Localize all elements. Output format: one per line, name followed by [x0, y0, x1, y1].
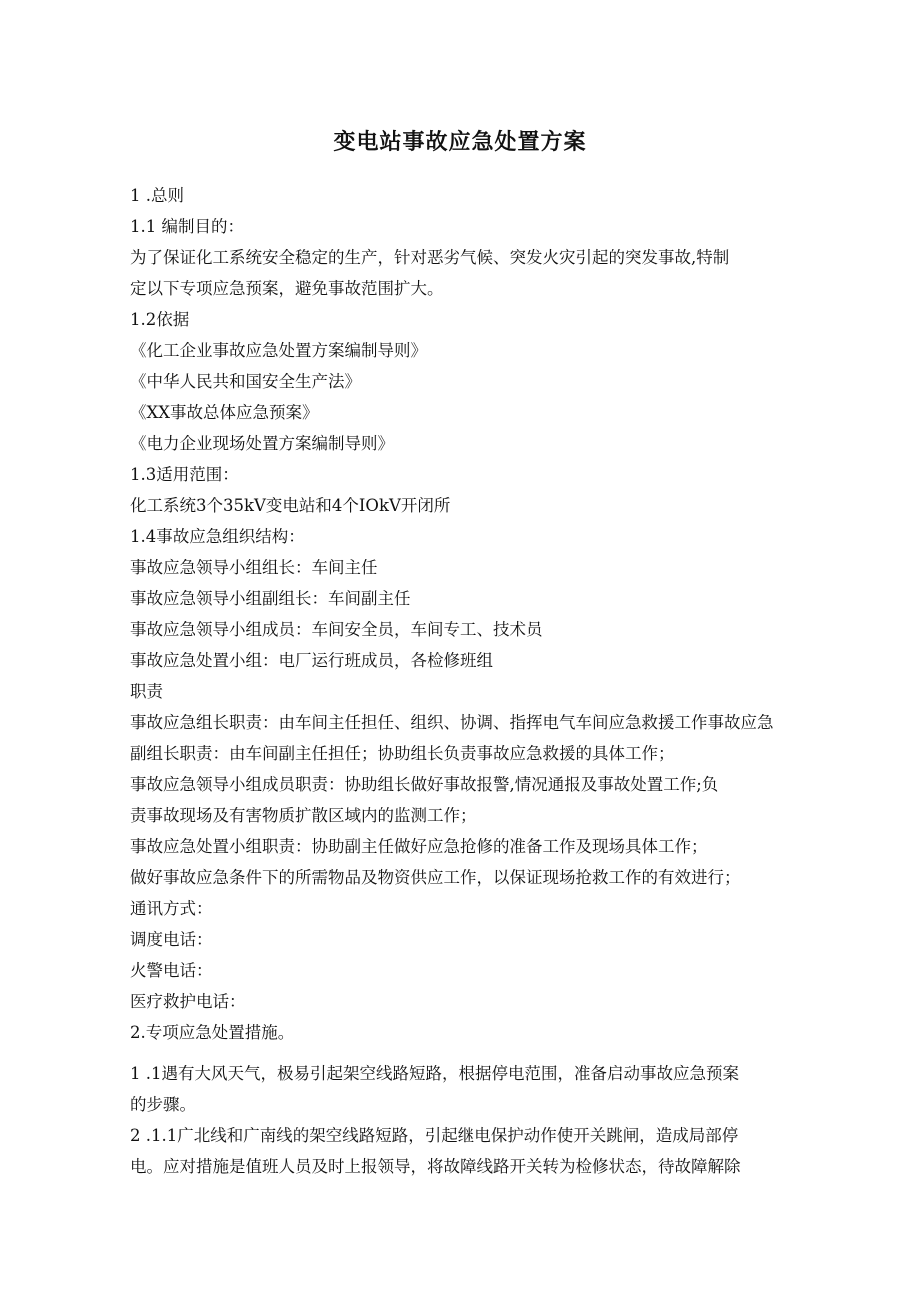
paragraph-line: 1 .1遇有大风天气，极易引起架空线路短路，根据停电范围，准备启动事故应急预案 [130, 1064, 739, 1083]
duty-line: 副组长职责：由车间副主任担任；协助组长负责事故应急救援的具体工作； [130, 744, 675, 763]
paragraph-line: 的步骤。 [130, 1095, 196, 1114]
duty-line: 做好事故应急条件下的所需物品及物资供应工作，以保证现场抢救工作的有效进行； [130, 868, 741, 887]
document-body [130, 180, 810, 1182]
section-heading-duties: 职责 [130, 682, 163, 701]
document-title: 变电站事故应急处置方案 [333, 130, 587, 155]
subsection-heading-basis: 1.2依据 [130, 310, 190, 329]
reference-item: 《化工企业事故应急处置方案编制导则》 [130, 341, 427, 360]
paragraph-line: 定以下专项应急预案，避免事故范围扩大。 [130, 279, 444, 298]
paragraph-line: 化工系统3个35kV变电站和4个IOkV开闭所 [130, 496, 451, 515]
duty-line: 事故应急领导小组成员职责：协助组长做好事故报警,情况通报及事故处置工作;负 [130, 775, 719, 794]
contact-dispatch-phone: 调度电话： [130, 930, 213, 949]
organization-item: 事故应急领导小组组长：车间主任 [130, 558, 378, 577]
section-gap [130, 1048, 810, 1058]
subsection-heading-organization: 1.4事故应急组织结构： [130, 527, 305, 546]
duty-line: 事故应急组长职责：由车间主任担任、组织、协调、指挥电气车间应急救援工作事故应急 [130, 713, 774, 732]
organization-item: 事故应急领导小组副组长：车间副主任 [130, 589, 411, 608]
organization-item: 事故应急领导小组成员：车间安全员，车间专工、技术员 [130, 620, 543, 639]
subsection-heading-purpose: 1.1 编制目的： [130, 217, 244, 236]
paragraph-line: 为了保证化工系统安全稳定的生产，针对恶劣气候、突发火灾引起的突发事故,特制 [130, 248, 730, 267]
duty-line: 事故应急处置小组职责：协助副主任做好应急抢修的准备工作及现场具体工作； [130, 837, 708, 856]
paragraph-line: 电。应对措施是值班人员及时上报领导，将故障线路开关转为检修状态，待故障解除 [130, 1157, 741, 1176]
section-heading-measures: 2.专项应急处置措施。 [130, 1023, 295, 1042]
contact-fire-phone: 火警电话： [130, 961, 213, 980]
subsection-heading-scope: 1.3适用范围： [130, 465, 239, 484]
section-heading-contacts: 通讯方式： [130, 899, 213, 918]
contact-medical-phone: 医疗救护电话： [130, 992, 246, 1011]
reference-item: 《XX事故总体应急预案》 [130, 403, 319, 422]
reference-item: 《中华人民共和国安全生产法》 [130, 372, 361, 391]
paragraph-line: 2 .1.1广北线和广南线的架空线路短路，引起继电保护动作使开关跳闸，造成局部停 [130, 1126, 739, 1145]
reference-item: 《电力企业现场处置方案编制导则》 [130, 434, 394, 453]
organization-item: 事故应急处置小组：电厂运行班成员，各检修班组 [130, 651, 493, 670]
duty-line: 责事故现场及有害物质扩散区域内的监测工作； [130, 806, 477, 825]
section-heading-general: 1 .总则 [130, 186, 184, 205]
